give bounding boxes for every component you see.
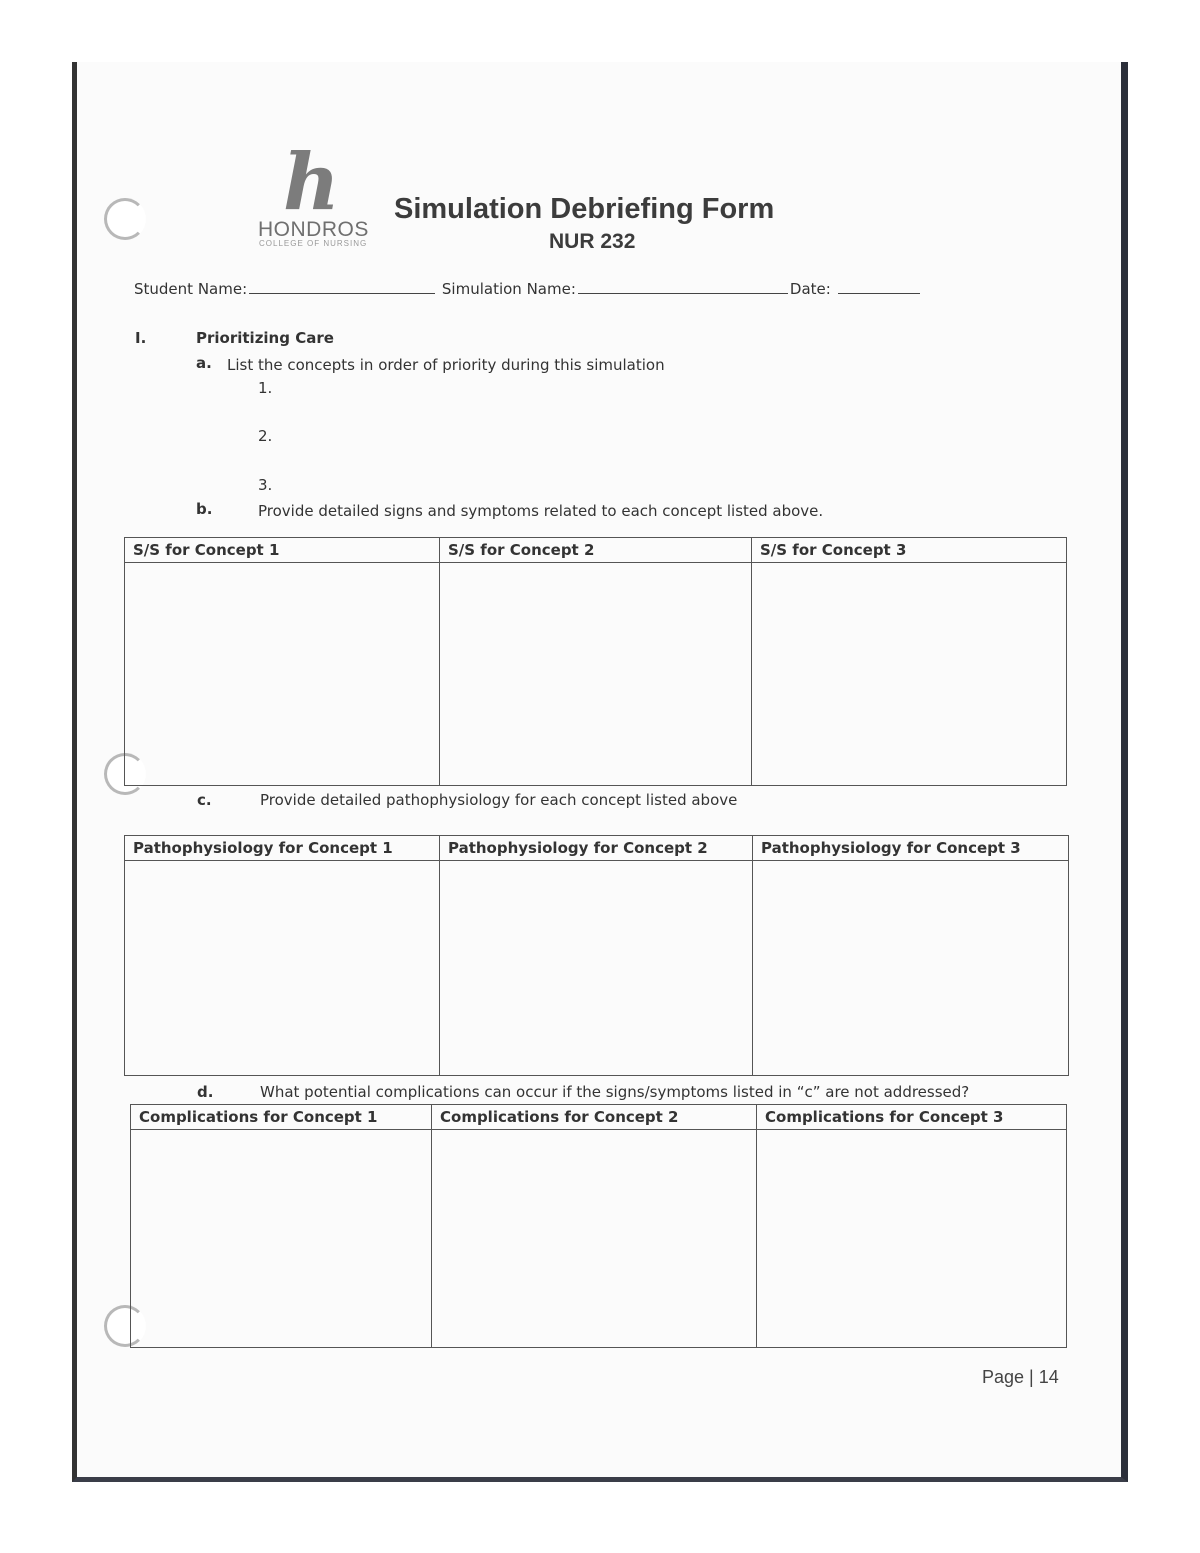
logo-name: HONDROS [258, 218, 369, 241]
simulation-name-field[interactable] [578, 279, 788, 294]
patho-concept-2-header: Pathophysiology for Concept 2 [440, 836, 753, 861]
complications-concept-3-cell[interactable] [757, 1130, 1067, 1348]
signs-symptoms-table [124, 537, 1067, 786]
ss-concept-3-cell[interactable] [752, 563, 1067, 786]
priority-item-1[interactable]: 1. [258, 379, 273, 397]
item-d-letter: d. [197, 1083, 214, 1101]
ss-concept-1-header: S/S for Concept 1 [125, 538, 440, 563]
item-b-text: Provide detailed signs and symptoms related to each concept listed above. [258, 502, 824, 520]
logo-mark: h [283, 137, 340, 228]
complications-concept-1-cell[interactable] [131, 1130, 432, 1348]
patho-concept-2-cell[interactable] [440, 861, 753, 1076]
student-name-field[interactable] [249, 279, 435, 294]
complications-concept-2-header: Complications for Concept 2 [432, 1105, 757, 1130]
binder-hole-top [104, 198, 146, 240]
complications-table [130, 1104, 1067, 1348]
item-a-letter: a. [196, 354, 212, 372]
item-a-text: List the concepts in order of priority during this simulation [227, 356, 665, 374]
pathophysiology-table [124, 835, 1069, 1076]
priority-item-3[interactable]: 3. [258, 476, 273, 494]
patho-concept-3-header: Pathophysiology for Concept 3 [753, 836, 1069, 861]
course-code: NUR 232 [549, 230, 636, 253]
item-b-letter: b. [196, 500, 213, 518]
ss-concept-2-cell[interactable] [440, 563, 752, 786]
page-title: Simulation Debriefing Form [394, 193, 775, 225]
patho-concept-1-header: Pathophysiology for Concept 1 [125, 836, 440, 861]
page-number: Page | 14 [982, 1367, 1059, 1387]
complications-concept-1-header: Complications for Concept 1 [131, 1105, 432, 1130]
ss-concept-2-header: S/S for Concept 2 [440, 538, 752, 563]
header-fields [134, 279, 922, 298]
item-c-text: Provide detailed pathophysiology for each concept listed above [260, 791, 738, 809]
patho-concept-3-cell[interactable] [753, 861, 1069, 1076]
section-numeral: I. [135, 329, 147, 347]
item-d-text: What potential complications can occur if the signs/symptoms listed in “c” are not addressed? [260, 1083, 970, 1101]
ss-concept-3-header: S/S for Concept 3 [752, 538, 1067, 563]
complications-concept-2-cell[interactable] [432, 1130, 757, 1348]
item-c-letter: c. [197, 791, 212, 809]
date-label: Date: [789, 280, 831, 298]
section-heading: Prioritizing Care [196, 329, 334, 347]
student-name-label: Student Name: [134, 280, 248, 298]
priority-item-2[interactable]: 2. [258, 427, 273, 445]
simulation-name-label: Simulation Name: [441, 280, 576, 298]
ss-concept-1-cell[interactable] [125, 563, 440, 786]
complications-concept-3-header: Complications for Concept 3 [757, 1105, 1067, 1130]
patho-concept-1-cell[interactable] [125, 861, 440, 1076]
logo-subtitle: COLLEGE OF NURSING [259, 239, 368, 248]
date-field[interactable] [838, 279, 920, 294]
